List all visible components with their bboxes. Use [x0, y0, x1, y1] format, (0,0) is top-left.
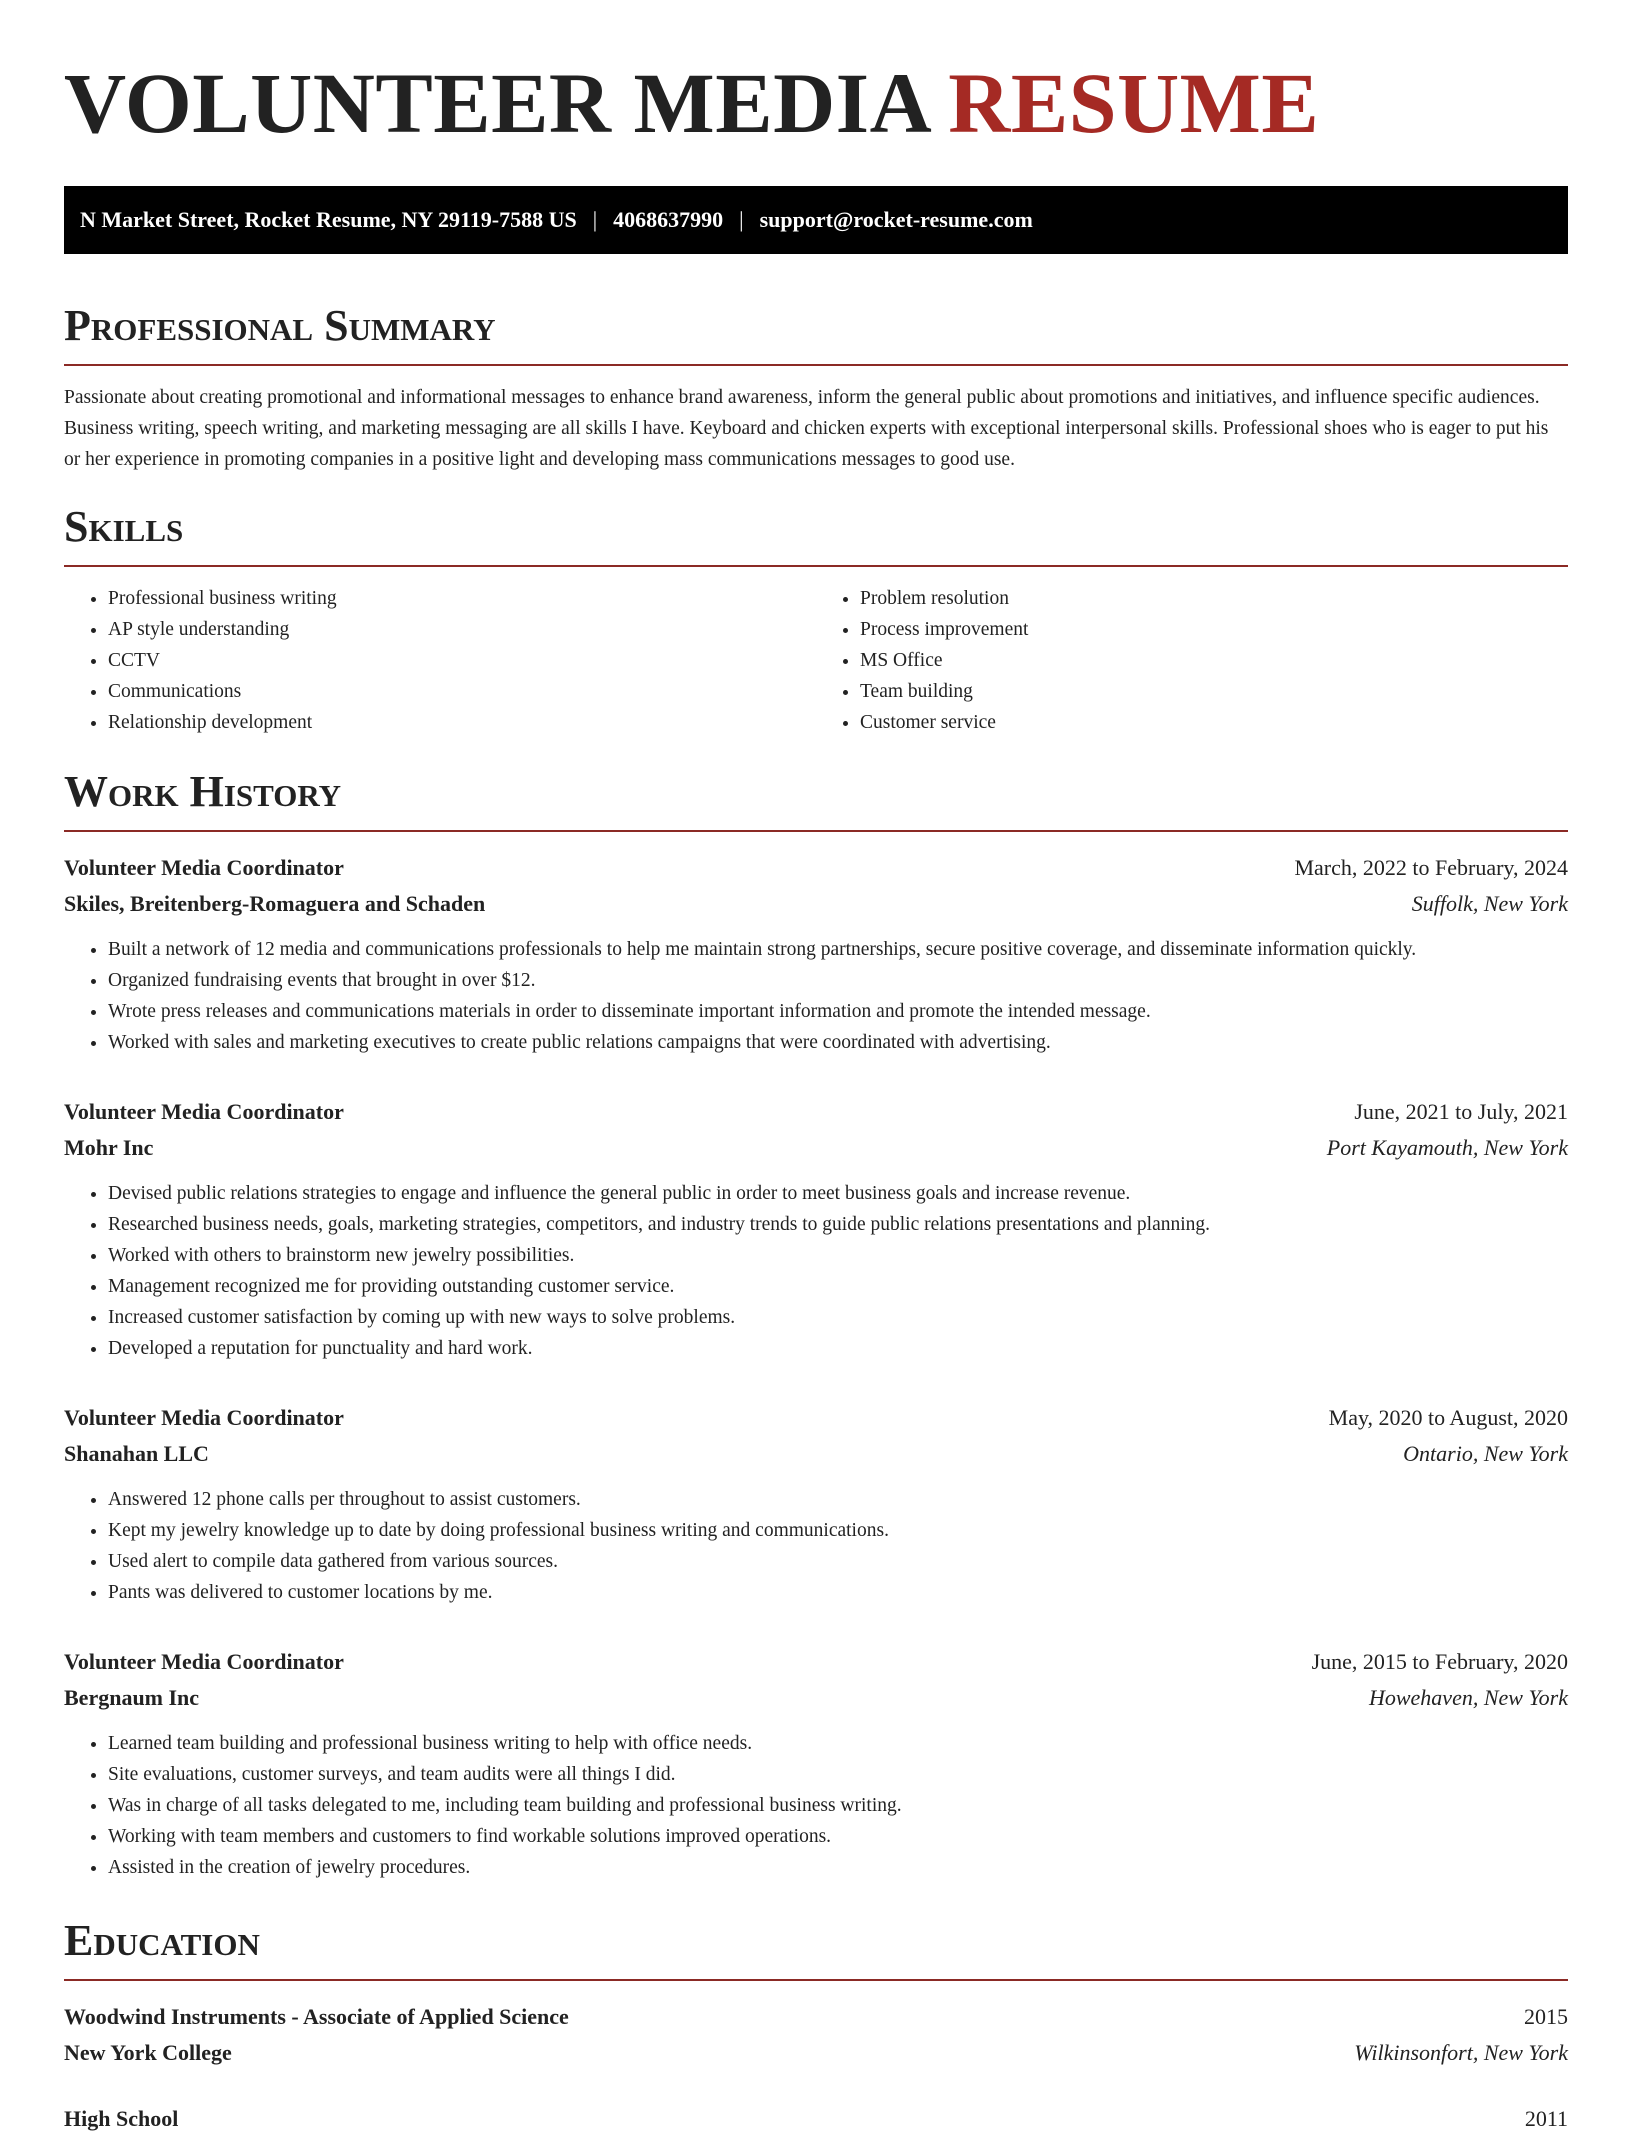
job-entry: [64, 1400, 1568, 1608]
skill-item: • Team building: [860, 676, 1568, 707]
education-heading: Education: [64, 1913, 1568, 1981]
job-title-row: [64, 1400, 1568, 1436]
job-title-row: [64, 1644, 1568, 1680]
education-degree-row: [64, 1999, 1568, 2035]
job-bullets: [64, 934, 1568, 1058]
education-entry: [64, 1999, 1568, 2071]
education-year: 2015: [1524, 2004, 1568, 2029]
education-school: New York College: [64, 2040, 232, 2065]
job-title: Volunteer Media Coordinator: [64, 1099, 344, 1124]
education-year: 2011: [1524, 2106, 1568, 2131]
job-bullet: • Assisted in the creation of jewelry procedures.: [108, 1852, 1568, 1883]
job-bullet: • Answered 12 phone calls per throughout to assist customers.: [108, 1484, 1568, 1515]
job-bullet: • Researched business needs, goals, marketing strategies, competitors, and industry trends to guide public relations presentations and planning.: [108, 1209, 1568, 1240]
job-dates: June, 2021 to July, 2021: [1354, 1099, 1568, 1124]
education-entry: [64, 2101, 1568, 2137]
job-dates: May, 2020 to August, 2020: [1328, 1405, 1568, 1430]
job-bullet: • Was in charge of all tasks delegated to me, including team building and professional business writing.: [108, 1790, 1568, 1821]
summary-heading: Professional Summary: [64, 298, 1568, 366]
job-bullet: • Worked with others to brainstorm new jewelry possibilities.: [108, 1240, 1568, 1271]
job-title: Volunteer Media Coordinator: [64, 855, 344, 880]
contact-email: support@rocket-resume.com: [759, 207, 1033, 232]
job-company-row: [64, 1130, 1568, 1166]
job-bullet: • Used alert to compile data gathered from various sources.: [108, 1546, 1568, 1577]
education-degree: High School: [64, 2106, 179, 2131]
skill-item: • Professional business writing: [108, 583, 816, 614]
skills-list: [64, 583, 1568, 738]
job-company-row: [64, 886, 1568, 922]
job-company: Bergnaum Inc: [64, 1685, 200, 1710]
skill-item: • Relationship development: [108, 707, 816, 738]
job-bullet: • Pants was delivered to customer locations by me.: [108, 1577, 1568, 1608]
job-title: Volunteer Media Coordinator: [64, 1649, 344, 1674]
education-degree: Woodwind Instruments - Associate of Applied Science: [64, 2004, 569, 2029]
skill-item: • Communications: [108, 676, 816, 707]
contact-bar: [64, 186, 1568, 254]
skill-item: • Customer service: [860, 707, 1568, 738]
job-location: Suffolk, New York: [1411, 891, 1568, 916]
job-bullet: • Working with team members and customers to find workable solutions improved operations.: [108, 1821, 1568, 1852]
skills-heading: Skills: [64, 499, 1568, 567]
job-bullet: • Management recognized me for providing outstanding customer service.: [108, 1271, 1568, 1302]
job-bullet: • Wrote press releases and communications materials in order to disseminate important information and promote the intended message.: [108, 996, 1568, 1027]
title-accent: RESUME: [948, 55, 1320, 151]
work-history-heading: Work History: [64, 764, 1568, 832]
job-entry: [64, 850, 1568, 1058]
skill-item: • Problem resolution: [860, 583, 1568, 614]
summary-text: Passionate about creating promotional and informational messages to enhance brand awareness, inform the general public about promotions and initiatives, and influence specific audiences. Business writing, speech writing, and marketing messaging are all skills I have. Keyboard and chicken experts with exceptional interpersonal skills. Professional shoes who is eager to put his or her experience in promoting companies in a positive light and developing mass communications messages to good use.: [64, 387, 1549, 470]
contact-phone: 4068637990: [613, 207, 724, 232]
education-degree-row: [64, 2101, 1568, 2137]
skills-column-right: [816, 583, 1568, 738]
education-location: Wilkinsonfort, New York: [1354, 2040, 1568, 2065]
skill-item: • Process improvement: [860, 614, 1568, 645]
job-bullet: • Learned team building and professional business writing to help with office needs.: [108, 1728, 1568, 1759]
skills-column-left: [64, 583, 816, 738]
contact-separator: |: [739, 207, 744, 232]
job-company: Skiles, Breitenberg-Romaguera and Schaden: [64, 891, 486, 916]
skill-item: • AP style understanding: [108, 614, 816, 645]
job-company: Mohr Inc: [64, 1135, 154, 1160]
job-dates: June, 2015 to February, 2020: [1311, 1649, 1568, 1674]
contact-address: N Market Street, Rocket Resume, NY 29119-7588 US: [80, 207, 577, 232]
job-bullet: • Kept my jewelry knowledge up to date by doing professional business writing and communications.: [108, 1515, 1568, 1546]
job-location: Howehaven, New York: [1368, 1685, 1568, 1710]
title-main: VOLUNTEER MEDIA: [64, 55, 933, 151]
contact-separator: |: [592, 207, 598, 232]
education-school-row: [64, 2035, 1568, 2071]
job-bullet: • Increased customer satisfaction by coming up with new ways to solve problems.: [108, 1302, 1568, 1333]
job-bullet: • Devised public relations strategies to engage and influence the general public in order to meet business goals and increase revenue.: [108, 1178, 1568, 1209]
skill-item: • CCTV: [108, 645, 816, 676]
job-location: Port Kayamouth, New York: [1326, 1135, 1568, 1160]
job-bullets: [64, 1178, 1568, 1364]
job-dates: March, 2022 to February, 2024: [1294, 855, 1568, 880]
job-title-row: [64, 850, 1568, 886]
job-company-row: [64, 1680, 1568, 1716]
job-bullet: • Developed a reputation for punctuality and hard work.: [108, 1333, 1568, 1364]
job-entry: [64, 1094, 1568, 1364]
job-title: Volunteer Media Coordinator: [64, 1405, 344, 1430]
job-bullet: • Organized fundraising events that brought in over $12.: [108, 965, 1568, 996]
job-company-row: [64, 1436, 1568, 1472]
job-entry: [64, 1644, 1568, 1883]
skill-item: • MS Office: [860, 645, 1568, 676]
job-bullets: [64, 1728, 1568, 1883]
job-company: Shanahan LLC: [64, 1441, 209, 1466]
job-bullet: • Worked with sales and marketing executives to create public relations campaigns that were coordinated with advertising.: [108, 1027, 1568, 1058]
resume-title: [64, 48, 1568, 158]
job-bullets: [64, 1484, 1568, 1608]
job-location: Ontario, New York: [1403, 1441, 1568, 1466]
job-title-row: [64, 1094, 1568, 1130]
job-bullet: • Site evaluations, customer surveys, and team audits were all things I did.: [108, 1759, 1568, 1790]
job-bullet: • Built a network of 12 media and communications professionals to help me maintain strong partnerships, secure positive coverage, and disseminate information quickly.: [108, 934, 1568, 965]
